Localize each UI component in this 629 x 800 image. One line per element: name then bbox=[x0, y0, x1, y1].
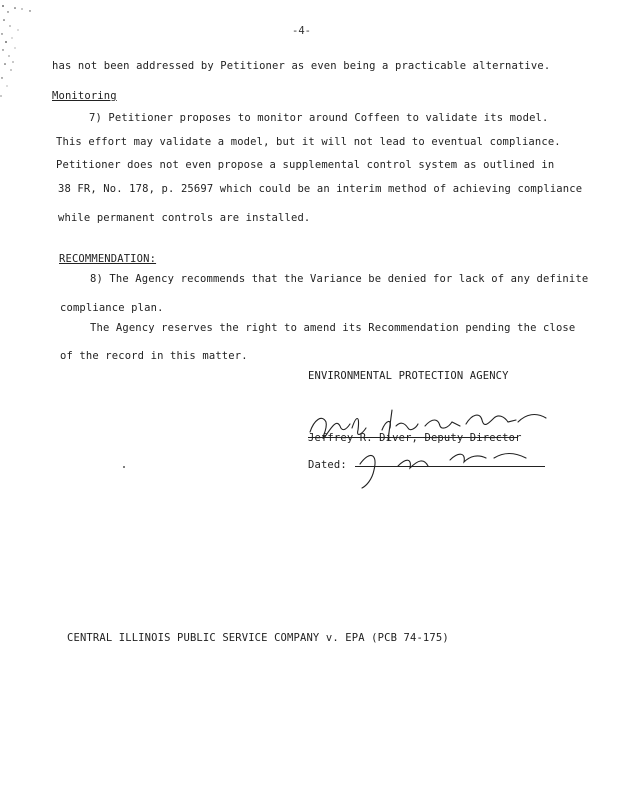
text-line: compliance plan. bbox=[60, 302, 164, 314]
handwritten-signature bbox=[300, 400, 560, 490]
case-caption: CENTRAL ILLINOIS PUBLIC SERVICE COMPANY v. EPA (PCB 74-175) bbox=[67, 632, 449, 644]
dated-label: Dated: bbox=[308, 459, 347, 471]
text-line: Petitioner does not even propose a supplemental control system as outlined in bbox=[56, 159, 555, 171]
agency-name: ENVIRONMENTAL PROTECTION AGENCY bbox=[308, 370, 509, 382]
text-line: while permanent controls are installed. bbox=[58, 212, 311, 224]
section-heading-monitoring: Monitoring bbox=[52, 90, 117, 102]
signer-name: Jeffrey R. Diver, Deputy Director bbox=[308, 432, 522, 444]
text-line: has not been addressed by Petitioner as even being a practicable alternative. bbox=[52, 60, 551, 72]
page-number: -4- bbox=[292, 25, 311, 37]
text-line: This effort may validate a model, but it will not lead to eventual compliance. bbox=[56, 136, 561, 148]
text-line: 8) The Agency recommends that the Variance be denied for lack of any definite bbox=[90, 273, 589, 285]
section-heading-recommendation: RECOMMENDATION: bbox=[59, 253, 157, 265]
text-line: 7) Petitioner proposes to monitor around Coffeen to validate its model. bbox=[89, 112, 549, 124]
text-line: The Agency reserves the right to amend its Recommendation pending the close bbox=[90, 322, 576, 334]
scan-noise-decoration bbox=[0, 0, 40, 110]
text-line: 38 FR, No. 178, p. 25697 which could be an interim method of achieving compliance bbox=[58, 183, 583, 195]
date-rule bbox=[355, 466, 545, 467]
text-line: of the record in this matter. bbox=[60, 350, 248, 362]
scan-speck bbox=[123, 466, 125, 468]
